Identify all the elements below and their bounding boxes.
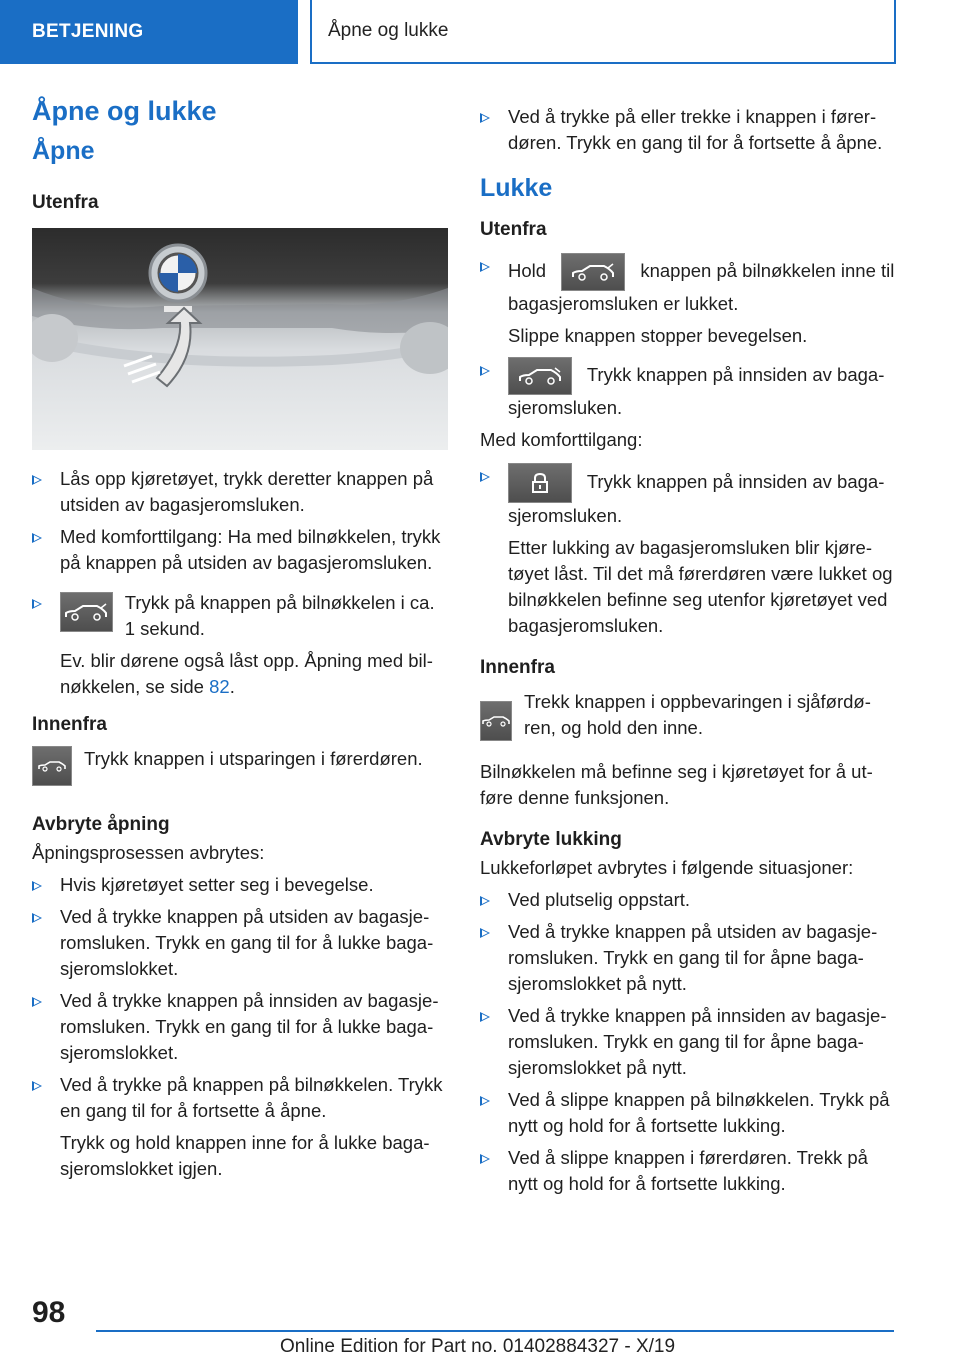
- abort-close-heading: Avbryte lukking: [480, 829, 622, 850]
- page-number: 98: [32, 1296, 66, 1329]
- abort-open-list: [32, 872, 448, 1182]
- comfort-label: Med komforttilgang:: [480, 429, 643, 450]
- door-trunk-button-icon: [32, 746, 72, 786]
- close-outside-heading: Utenfra: [480, 219, 547, 240]
- trunk-inside-button-icon: [508, 357, 572, 395]
- page-title: Åpne og lukke: [32, 96, 217, 126]
- list-item: Trykk knappen på innsiden av bagasjeromsluken. Etter lukking av bagasjeromsluken blir kjøretøyet låst. Til det må førerdøren være lukket og bilnøkkelen befinne seg utenfor kjøretøyet ved bagasjeromsluken.: [480, 463, 896, 639]
- left-column: [32, 96, 448, 1188]
- section-label: BETJENING: [32, 21, 144, 42]
- right-column: [480, 104, 896, 1203]
- list-item: Trykk på knappen på bilnøkkelen i ca. 1 sekund. Ev. blir dørene også låst opp. Åpning med bilnøkkelen, se side 82.: [32, 590, 448, 700]
- list-item: Hold knappen på bilnøkkelen inne til bagasjeromsluken er lukket. Slippe knappen stopper bevegelsen.: [480, 253, 896, 349]
- footer-divider: [96, 1330, 894, 1332]
- section-close-title: Lukke: [480, 174, 553, 202]
- list-item: Lås opp kjøretøyet, trykk deretter knappen på utsiden av bagasjeromsluken.: [32, 466, 448, 518]
- list-item: Ved plutselig oppstart.: [480, 887, 896, 913]
- continue-open-list: [480, 104, 896, 156]
- trunk-key-button-icon: [561, 253, 625, 291]
- key-location-note: Bilnøkkelen må befinne seg i kjøretøyet for å utføre denne funksjonen.: [480, 761, 873, 808]
- trunk-key-button-icon: [60, 592, 113, 632]
- header-title: Åpne og lukke: [328, 20, 449, 41]
- list-item: Ved å trykke på knappen på bilnøkkelen. Trykk en gang til for å fortsette å åpne. Trykk og hold knappen inne for å lukke bagasjeromslokket igjen.: [32, 1072, 448, 1182]
- list-item: Ved å trykke knappen på utsiden av bagasjeromsluken. Trykk en gang til for å lukke bagasjeromslokket.: [32, 904, 448, 982]
- list-item: Ved å trykke knappen på innsiden av bagasjeromsluken. Trykk en gang til for å lukke bagasjeromslokket.: [32, 988, 448, 1066]
- list-item: Ved å trykke på eller trekke i knappen i førerdøren. Trykk en gang til for å fortsette å åpne.: [480, 104, 896, 156]
- close-outside-list: [480, 253, 896, 421]
- door-trunk-button-icon: [480, 701, 512, 741]
- list-item: Ved å trykke knappen på innsiden av bagasjeromsluken. Trykk en gang til for åpne bagasjeromslokket på nytt.: [480, 1003, 896, 1081]
- lock-button-icon: [508, 463, 572, 503]
- open-inside-heading: Innenfra: [32, 714, 107, 735]
- open-inside-row: Trykk knappen i utsparingen i førerdøren.: [32, 746, 448, 786]
- section-tab: [0, 0, 298, 64]
- open-outside-heading: Utenfra: [32, 192, 99, 213]
- close-inside-heading: Innenfra: [480, 657, 555, 678]
- trunk-button-photo: [32, 228, 448, 450]
- section-open-title: Åpne: [32, 137, 95, 165]
- abort-open-intro: Åpningsprosessen avbrytes:: [32, 842, 265, 863]
- list-item: Trykk knappen på innsiden av bagasjeromsluken.: [480, 357, 896, 421]
- open-outside-list: [32, 466, 448, 700]
- close-inside-row: Trekk knappen i oppbevaringen i sjåførdøren, og hold den inne.: [480, 689, 896, 741]
- page-link[interactable]: 82: [209, 676, 230, 697]
- trunk-illustration: [32, 228, 448, 450]
- list-item: Med komforttilgang: Ha med bilnøkkelen, trykk på knappen på utsiden av bagasjeromsluken.: [32, 524, 448, 576]
- list-item: Ved å slippe knappen på bilnøkkelen. Trykk på nytt og hold for å fortsette lukking.: [480, 1087, 896, 1139]
- list-item: Ved å trykke knappen på utsiden av bagasjeromsluken. Trykk en gang til for åpne bagasjeromslokket på nytt.: [480, 919, 896, 997]
- comfort-list: [480, 463, 896, 639]
- page-header: [310, 0, 896, 64]
- abort-close-intro: Lukkeforløpet avbrytes i følgende situasjoner:: [480, 857, 854, 878]
- abort-close-list: [480, 887, 896, 1197]
- abort-open-heading: Avbryte åpning: [32, 814, 170, 835]
- list-item: Hvis kjøretøyet setter seg i bevegelse.: [32, 872, 448, 898]
- list-item: Ved å slippe knappen i førerdøren. Trekk på nytt og hold for å fortsette lukking.: [480, 1145, 896, 1197]
- edition-text: Online Edition for Part no. 01402884327 - X/19: [280, 1336, 676, 1357]
